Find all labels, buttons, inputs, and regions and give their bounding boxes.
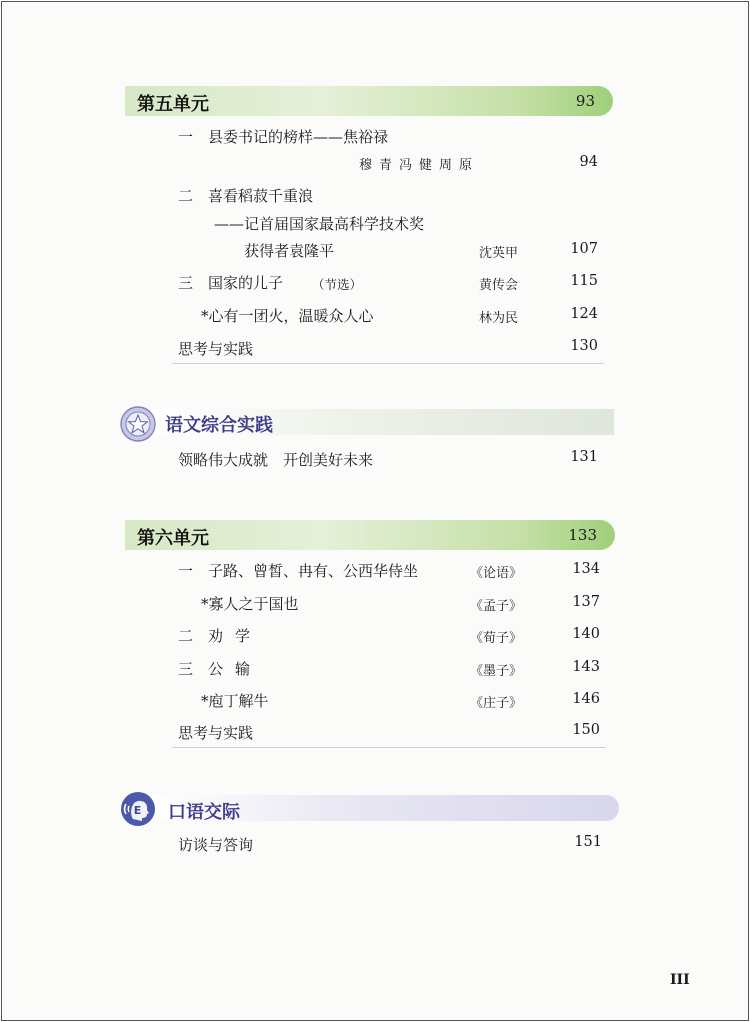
unit5-item3-author: 黄传会 — [479, 278, 519, 293]
unit6-item4-number: 三 — [178, 660, 194, 678]
toc-page — [1, 1, 749, 1021]
unit5-item4-author: 林为民 — [479, 311, 519, 326]
unit5-rule — [172, 363, 604, 364]
unit5-item1-title: 县委书记的榜样——焦裕禄 — [208, 128, 389, 146]
unit6-practice-page: 150 — [572, 722, 600, 738]
unit5-practice-title: 思考与实践 — [178, 340, 254, 358]
unit5-item2-subtitle-2: 获得者袁隆平 — [244, 242, 335, 260]
comprehensive-emblem-icon — [120, 406, 156, 442]
unit6-rule — [172, 747, 606, 748]
unit6-item4-source: 《墨子》 — [470, 664, 523, 679]
unit6-item3-source: 《荀子》 — [470, 631, 523, 646]
unit5-item2-author: 沈英甲 — [479, 246, 519, 261]
oral-item-title: 访谈与答询 — [178, 836, 254, 854]
unit5-header — [125, 86, 613, 116]
unit6-item1-page: 134 — [572, 561, 600, 577]
unit6-item2-page: 137 — [572, 594, 600, 610]
unit6-header — [125, 520, 615, 550]
unit5-title: 第五单元 — [137, 94, 209, 115]
unit6-item4-title: 公输 — [208, 660, 263, 678]
unit5-item2-title: 喜看稻菽千重浪 — [208, 187, 314, 205]
unit5-item2-page: 107 — [570, 241, 598, 257]
unit5-item4-page: 124 — [570, 306, 598, 322]
oral-item-page: 151 — [574, 834, 602, 850]
unit6-item1-number: 一 — [178, 562, 194, 580]
unit6-item3-title: 劝学 — [208, 627, 263, 645]
comprehensive-item-page: 131 — [570, 449, 598, 465]
unit5-item3-page: 115 — [570, 273, 598, 289]
page-number: III — [670, 972, 690, 988]
unit5-item3-number: 三 — [178, 274, 194, 292]
unit6-practice-title: 思考与实践 — [178, 724, 254, 742]
unit5-item1-number: 一 — [178, 128, 194, 146]
speaking-head-icon — [120, 791, 156, 827]
unit6-item4-page: 143 — [572, 659, 600, 675]
unit5-item3-note: （节选） — [312, 277, 363, 292]
unit6-item2-title: *寡人之于国也 — [201, 595, 299, 613]
unit5-item3-title: 国家的儿子 — [208, 274, 284, 292]
unit6-item1-source: 《论语》 — [470, 566, 523, 581]
unit6-item3-number: 二 — [178, 627, 194, 645]
unit6-page: 133 — [568, 526, 597, 544]
unit6-item2-source: 《孟子》 — [470, 599, 523, 614]
unit5-item2-number: 二 — [178, 187, 194, 205]
svg-text:E: E — [133, 804, 142, 817]
unit6-item1-title: 子路、曾皙、冉有、公西华侍坐 — [208, 562, 419, 580]
unit5-item1-authors: 穆青冯健周原 — [359, 158, 480, 173]
unit6-item5-source: 《庄子》 — [470, 696, 523, 711]
unit6-item3-page: 140 — [572, 626, 600, 642]
unit5-item1-page: 94 — [579, 154, 598, 170]
unit6-item5-page: 146 — [572, 691, 600, 707]
unit6-title: 第六单元 — [137, 528, 209, 549]
oral-title: 口语交际 — [168, 802, 240, 823]
comprehensive-title: 语文综合实践 — [165, 415, 273, 436]
unit5-practice-page: 130 — [570, 338, 598, 354]
unit5-page: 93 — [575, 92, 595, 110]
unit5-item4-title: *心有一团火，温暖众人心 — [201, 307, 374, 325]
unit5-item2-subtitle-1: ——记首届国家最高科学技术奖 — [214, 215, 425, 233]
unit6-item5-title: *庖丁解牛 — [201, 692, 269, 710]
comprehensive-item-title: 领略伟大成就 开创美好未来 — [178, 451, 374, 469]
